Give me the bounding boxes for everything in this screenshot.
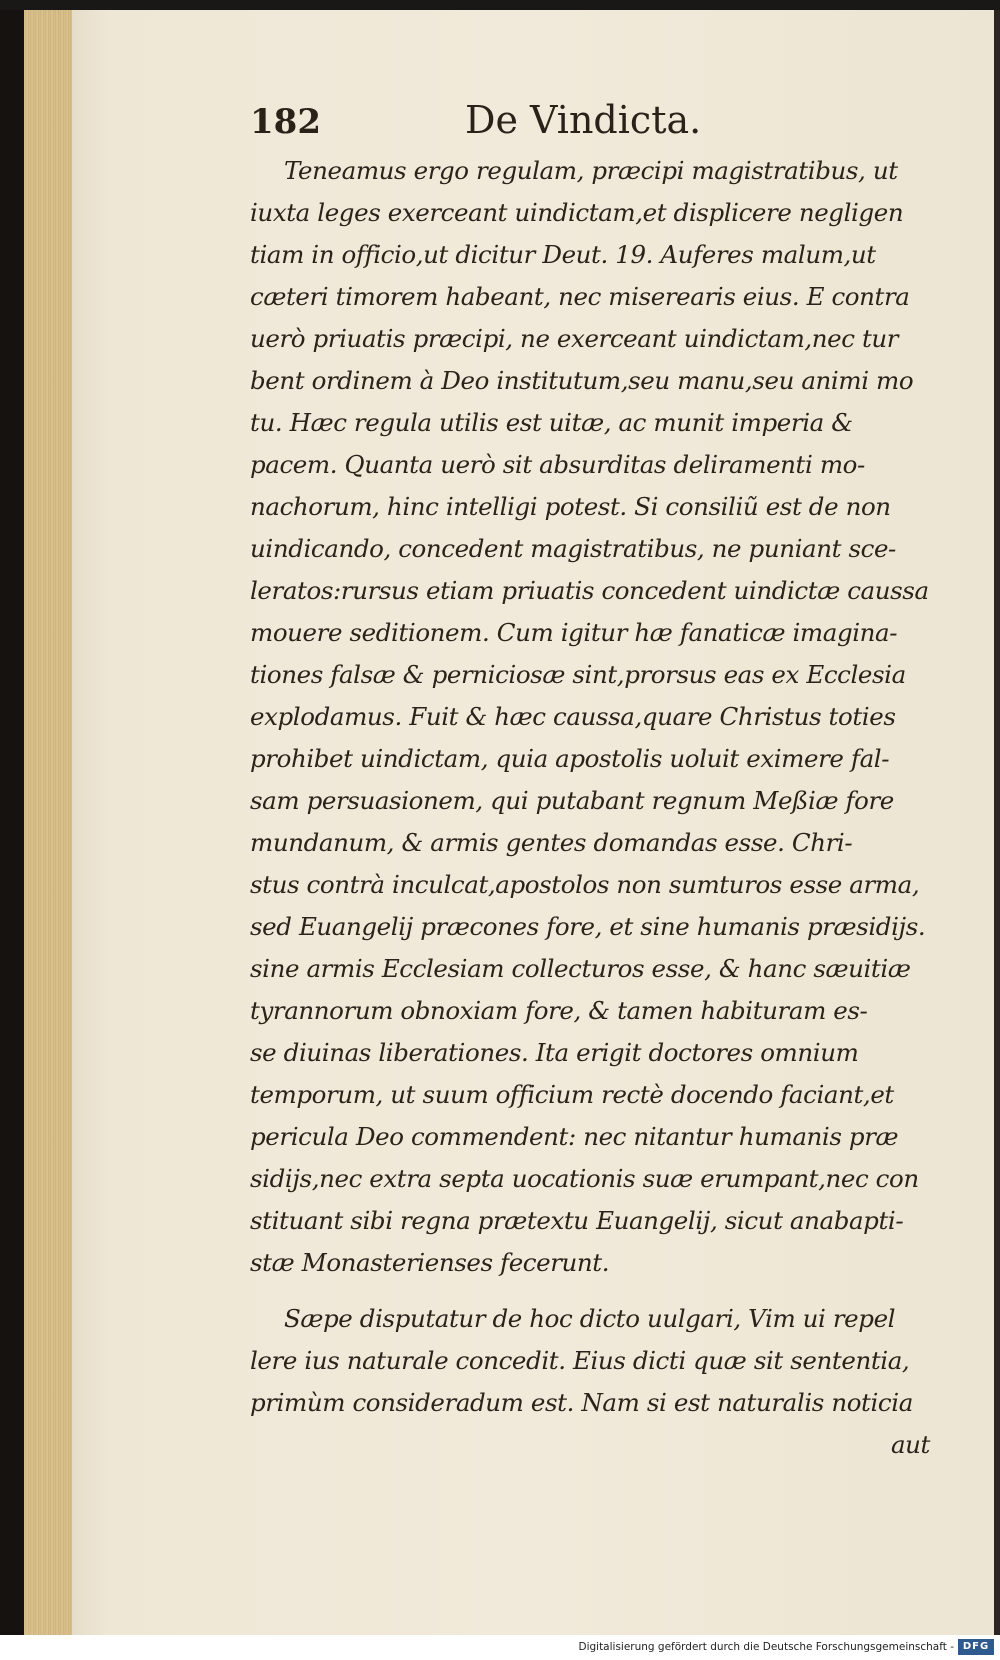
text-line: tiones falsæ & perniciosæ sint,prorsus eas ex Ecclesia [250,660,906,689]
text-line: prohibet uindictam, quia apostolis uoluit eximere fal- [250,744,890,773]
text-line: pericula Deo commendent: nec nitantur humanis præ [250,1122,899,1151]
text-line: se diuinas liberationes. Ita erigit doctores omnium [250,1038,859,1067]
page-header [250,98,770,148]
text-line: tu. Hæc regula utilis est uitæ, ac munit imperia & [250,408,853,437]
text-line: stus contrà inculcat,apostolos non sumturos esse arma, [250,870,920,899]
footer-bar [0,1635,1000,1660]
page-right-shadow [994,10,1000,1635]
funding-notice: Digitalisierung gefördert durch die Deutsche Forschungsgemeinschaft - [578,1641,954,1653]
dfg-logo: DFG [958,1639,994,1655]
text-line: Teneamus ergo regulam, præcipi magistratibus, ut [284,156,898,185]
running-head: De Vindicta. [465,98,702,142]
text-line: iuxta leges exerceant uindictam,et displicere negligen [250,198,904,227]
text-line: temporum, ut suum officium rectè docendo faciant,et [250,1080,894,1109]
text-line: uindicando, concedent magistratibus, ne puniant sce- [250,534,896,563]
page-edges [24,10,74,1635]
text-line: bent ordinem à Deo institutum,seu manu,seu animi mo [250,366,914,395]
text-line: mouere seditionem. Cum igitur hæ fanaticæ imagina- [250,618,898,647]
text-line: lere ius naturale concedit. Eius dicti quæ sit sententia, [250,1346,910,1375]
text-line: sidijs,nec extra septa uocationis suæ erumpant,nec con [250,1164,919,1193]
text-line: mundanum, & armis gentes domandas esse. Chri- [250,828,853,857]
text-line: tiam in officio,ut dicitur Deut. 19. Auferes malum,ut [250,240,876,269]
text-line: explodamus. Fuit & hæc caussa,quare Christus toties [250,702,896,731]
text-line: Sæpe disputatur de hoc dicto uulgari, Vim ui repel [284,1304,896,1333]
scan-top-edge [0,0,1000,10]
text-line: nachorum, hinc intelligi potest. Si consiliũ est de non [250,492,891,521]
text-line: cæteri timorem habeant, nec miserearis eius. E contra [250,282,910,311]
text-line: stituant sibi regna prætextu Euangelij, sicut anabapti- [250,1206,904,1235]
body-text [250,150,970,1466]
text-line: sed Euangelij præcones fore, et sine humanis præsidijs. [250,912,926,941]
text-line: tyrannorum obnoxiam fore, & tamen habituram es- [250,996,868,1025]
text-line: primùm consideradum est. Nam si est naturalis noticia [250,1388,913,1417]
text-line: pacem. Quanta uerò sit absurditas deliramenti mo- [250,450,865,479]
text-line: sam persuasionem, qui putabant regnum Meßiæ fore [250,786,894,815]
text-line: uerò priuatis præcipi, ne exerceant uindictam,nec tur [250,324,899,353]
text-line: stæ Monasterienses fecerunt. [250,1248,610,1277]
paragraph-gap [250,1284,970,1298]
catchword: aut [890,1430,930,1459]
page-number: 182 [250,102,321,142]
text-line: leratos:rursus etiam priuatis concedent uindictæ caussa [250,576,929,605]
text-line: sine armis Ecclesiam collecturos esse, & hanc sæuitiæ [250,954,911,983]
